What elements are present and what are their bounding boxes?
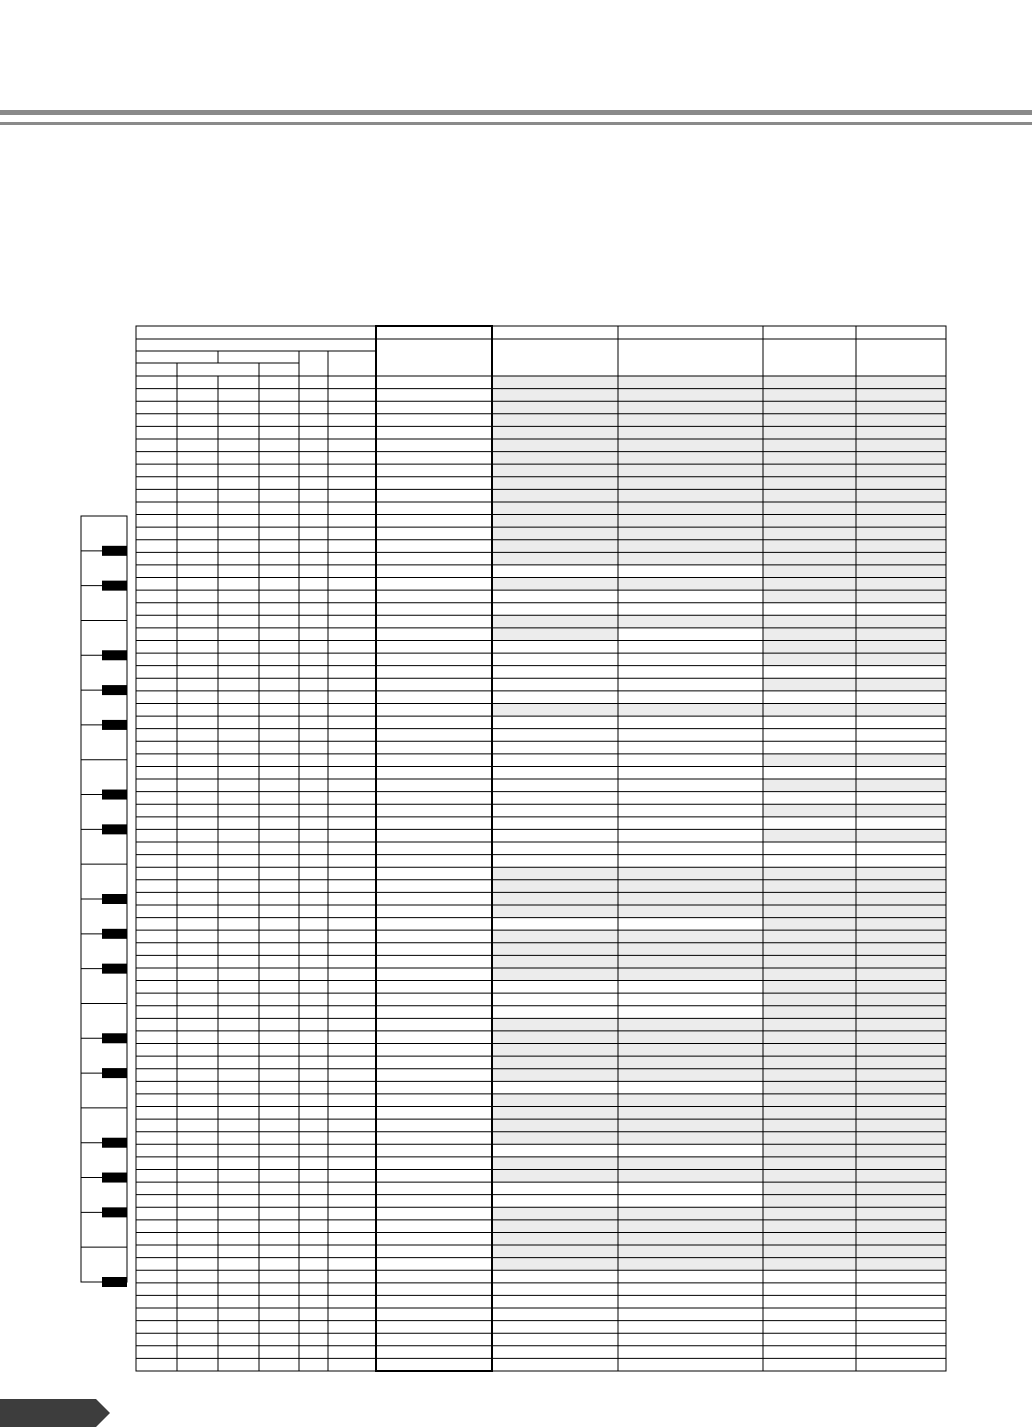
- shaded-cell: [618, 376, 763, 389]
- shaded-cell: [856, 1081, 946, 1094]
- shaded-cell: [618, 452, 763, 465]
- shaded-cell: [763, 1220, 856, 1233]
- shaded-cell: [618, 1258, 763, 1271]
- shaded-cell: [856, 905, 946, 918]
- shaded-cell: [763, 640, 856, 653]
- shaded-cell: [618, 1132, 763, 1145]
- shaded-cell: [856, 955, 946, 968]
- shaded-cell: [856, 1207, 946, 1220]
- shaded-cell: [763, 464, 856, 477]
- shaded-cell: [763, 1195, 856, 1208]
- shaded-cell: [856, 1169, 946, 1182]
- shaded-cell: [856, 1144, 946, 1157]
- shaded-cell: [856, 1182, 946, 1195]
- shaded-cell: [856, 867, 946, 880]
- shaded-cell: [856, 892, 946, 905]
- shaded-cell: [618, 389, 763, 402]
- shaded-cell: [763, 943, 856, 956]
- shaded-cell: [763, 540, 856, 553]
- shaded-cell: [492, 464, 618, 477]
- shaded-cell: [618, 1157, 763, 1170]
- shaded-cell: [618, 867, 763, 880]
- shaded-cell: [856, 640, 946, 653]
- shaded-cell: [856, 1018, 946, 1031]
- shaded-cell: [763, 452, 856, 465]
- shaded-cell: [856, 678, 946, 691]
- shaded-cell: [763, 1232, 856, 1245]
- shaded-cell: [856, 1094, 946, 1107]
- shaded-cell: [763, 981, 856, 994]
- shaded-cell: [492, 376, 618, 389]
- shaded-cell: [763, 1006, 856, 1019]
- shaded-cell: [763, 1069, 856, 1082]
- shaded-cell: [763, 565, 856, 578]
- shaded-cell: [856, 540, 946, 553]
- shaded-cell: [856, 703, 946, 716]
- shaded-cell: [763, 1018, 856, 1031]
- shaded-cell: [763, 905, 856, 918]
- shaded-cell: [492, 1169, 618, 1182]
- shaded-cell: [763, 918, 856, 931]
- shaded-cell: [618, 1094, 763, 1107]
- shaded-cell: [763, 1144, 856, 1157]
- shaded-cell: [856, 477, 946, 490]
- shaded-cell: [492, 1220, 618, 1233]
- shaded-cell: [763, 653, 856, 666]
- shaded-cell: [856, 527, 946, 540]
- shaded-cell: [856, 1258, 946, 1271]
- shaded-cell: [492, 1069, 618, 1082]
- shaded-cell: [618, 1245, 763, 1258]
- shaded-cell: [618, 1232, 763, 1245]
- shaded-cell: [763, 892, 856, 905]
- shaded-cell: [856, 1056, 946, 1069]
- shaded-cell: [492, 880, 618, 893]
- shaded-cell: [763, 829, 856, 842]
- shaded-cell: [492, 1207, 618, 1220]
- shaded-cell: [856, 804, 946, 817]
- shaded-cell: [492, 1232, 618, 1245]
- shaded-cell: [492, 552, 618, 565]
- shaded-cell: [618, 439, 763, 452]
- shaded-cell: [618, 943, 763, 956]
- shaded-cell: [492, 1094, 618, 1107]
- shaded-cell: [763, 754, 856, 767]
- shaded-cell: [763, 1107, 856, 1120]
- shaded-cell: [492, 540, 618, 553]
- shaded-cell: [856, 1107, 946, 1120]
- highlighted-column-frame: [376, 326, 492, 1371]
- shaded-cell: [492, 867, 618, 880]
- shaded-cell: [856, 452, 946, 465]
- shaded-cell: [856, 439, 946, 452]
- shaded-cell: [856, 779, 946, 792]
- shaded-cell: [618, 578, 763, 591]
- shaded-cell: [856, 880, 946, 893]
- shaded-cell: [763, 376, 856, 389]
- shaded-cell: [763, 1245, 856, 1258]
- shaded-cell: [492, 1132, 618, 1145]
- shaded-cell: [856, 578, 946, 591]
- shaded-cell: [856, 628, 946, 641]
- shaded-cell: [763, 1207, 856, 1220]
- shaded-cell: [618, 1018, 763, 1031]
- shaded-cell: [763, 1081, 856, 1094]
- shaded-cell: [618, 414, 763, 427]
- shaded-cell: [763, 389, 856, 402]
- shaded-cell: [763, 477, 856, 490]
- shaded-cell: [856, 918, 946, 931]
- shaded-cell: [856, 590, 946, 603]
- shaded-cell: [856, 968, 946, 981]
- shaded-cell: [618, 1056, 763, 1069]
- shaded-cell: [763, 930, 856, 943]
- shaded-cell: [856, 414, 946, 427]
- shaded-cell: [618, 892, 763, 905]
- shaded-cell: [856, 565, 946, 578]
- shaded-cell: [763, 955, 856, 968]
- shaded-cell: [618, 515, 763, 528]
- shaded-cell: [618, 401, 763, 414]
- shaded-cell: [492, 426, 618, 439]
- shaded-cell: [618, 905, 763, 918]
- shaded-cell: [492, 930, 618, 943]
- shaded-cell: [856, 615, 946, 628]
- shaded-cell: [492, 578, 618, 591]
- shaded-cell: [492, 527, 618, 540]
- shaded-cell: [492, 1258, 618, 1271]
- shaded-cell: [763, 703, 856, 716]
- shaded-cell: [856, 389, 946, 402]
- shaded-cell: [763, 1119, 856, 1132]
- shaded-cell: [492, 1107, 618, 1120]
- shaded-cell: [492, 515, 618, 528]
- shaded-cell: [492, 1031, 618, 1044]
- shaded-cell: [618, 502, 763, 515]
- shaded-cell: [492, 502, 618, 515]
- shaded-cell: [763, 527, 856, 540]
- shaded-cell: [618, 426, 763, 439]
- shaded-cell: [856, 1232, 946, 1245]
- shaded-cell: [618, 968, 763, 981]
- shaded-cell: [763, 1094, 856, 1107]
- shaded-cell: [618, 552, 763, 565]
- shaded-cell: [763, 502, 856, 515]
- shaded-cell: [763, 590, 856, 603]
- shaded-cell: [618, 464, 763, 477]
- shaded-cell: [763, 867, 856, 880]
- shaded-cell: [856, 1069, 946, 1082]
- shaded-cell: [618, 1220, 763, 1233]
- shaded-cell: [763, 426, 856, 439]
- shaded-cell: [763, 489, 856, 502]
- shaded-cell: [763, 1031, 856, 1044]
- shaded-cell: [856, 1119, 946, 1132]
- shaded-cell: [492, 1056, 618, 1069]
- shaded-cell: [492, 489, 618, 502]
- shaded-cell: [492, 389, 618, 402]
- shaded-cell: [492, 414, 618, 427]
- shaded-cell: [856, 1031, 946, 1044]
- shaded-cell: [618, 1207, 763, 1220]
- shaded-cell: [618, 955, 763, 968]
- shaded-cell: [618, 540, 763, 553]
- shaded-cell: [492, 477, 618, 490]
- shaded-cell: [763, 401, 856, 414]
- shaded-cell: [763, 1258, 856, 1271]
- shaded-cell: [763, 414, 856, 427]
- shaded-cell: [618, 527, 763, 540]
- shaded-cell: [618, 1169, 763, 1182]
- shaded-cell: [618, 1069, 763, 1082]
- page-tab: [0, 1399, 110, 1427]
- shaded-cell: [492, 628, 618, 641]
- shaded-cell: [492, 615, 618, 628]
- shaded-cell: [763, 968, 856, 981]
- shaded-cell: [856, 1132, 946, 1145]
- shaded-cell: [763, 1056, 856, 1069]
- shaded-cell: [763, 779, 856, 792]
- shaded-cell: [492, 943, 618, 956]
- shaded-cell: [763, 615, 856, 628]
- shaded-cell: [618, 703, 763, 716]
- shaded-cell: [856, 993, 946, 1006]
- shaded-cell: [856, 1245, 946, 1258]
- shaded-cell: [492, 892, 618, 905]
- shaded-cell: [492, 905, 618, 918]
- shaded-cell: [856, 515, 946, 528]
- shaded-cell: [618, 615, 763, 628]
- shaded-cell: [492, 1157, 618, 1170]
- shaded-cell: [618, 477, 763, 490]
- shaded-cell: [856, 1157, 946, 1170]
- shaded-cell: [492, 1044, 618, 1057]
- shaded-cell: [763, 1157, 856, 1170]
- shaded-cell: [856, 930, 946, 943]
- shaded-cell: [763, 578, 856, 591]
- shaded-cell: [763, 678, 856, 691]
- shaded-cell: [763, 1182, 856, 1195]
- shaded-cell: [492, 1018, 618, 1031]
- shaded-cell: [763, 628, 856, 641]
- shaded-cell: [763, 1169, 856, 1182]
- shaded-cell: [492, 1119, 618, 1132]
- shaded-cell: [618, 1107, 763, 1120]
- shaded-cell: [856, 401, 946, 414]
- shaded-cell: [763, 804, 856, 817]
- shaded-cell: [763, 993, 856, 1006]
- shaded-cell: [856, 981, 946, 994]
- shaded-cell: [492, 401, 618, 414]
- shaded-cell: [763, 552, 856, 565]
- shaded-cell: [856, 754, 946, 767]
- shaded-cell: [856, 653, 946, 666]
- shaded-cell: [856, 1044, 946, 1057]
- shaded-cell: [618, 1044, 763, 1057]
- shaded-cell: [856, 829, 946, 842]
- shaded-cell: [856, 552, 946, 565]
- shaded-cell: [856, 1220, 946, 1233]
- shaded-cell: [618, 880, 763, 893]
- shaded-cell: [856, 502, 946, 515]
- shaded-cell: [618, 489, 763, 502]
- shaded-cell: [856, 376, 946, 389]
- shaded-cell: [492, 703, 618, 716]
- shaded-cell: [856, 464, 946, 477]
- shaded-cell: [856, 1195, 946, 1208]
- shaded-cell: [856, 489, 946, 502]
- shaded-cell: [856, 426, 946, 439]
- shaded-cell: [763, 1132, 856, 1145]
- shaded-cell: [856, 1006, 946, 1019]
- shaded-cell: [856, 943, 946, 956]
- shaded-cell: [492, 968, 618, 981]
- shaded-cell: [763, 439, 856, 452]
- shaded-cell: [492, 439, 618, 452]
- shaded-cell: [492, 955, 618, 968]
- shaded-cell: [492, 1245, 618, 1258]
- shaded-cell: [763, 880, 856, 893]
- shaded-cell: [492, 452, 618, 465]
- shaded-cell: [618, 1031, 763, 1044]
- shaded-cell: [763, 1044, 856, 1057]
- shaded-cell: [763, 515, 856, 528]
- shaded-cell: [618, 1119, 763, 1132]
- shaded-cell: [618, 930, 763, 943]
